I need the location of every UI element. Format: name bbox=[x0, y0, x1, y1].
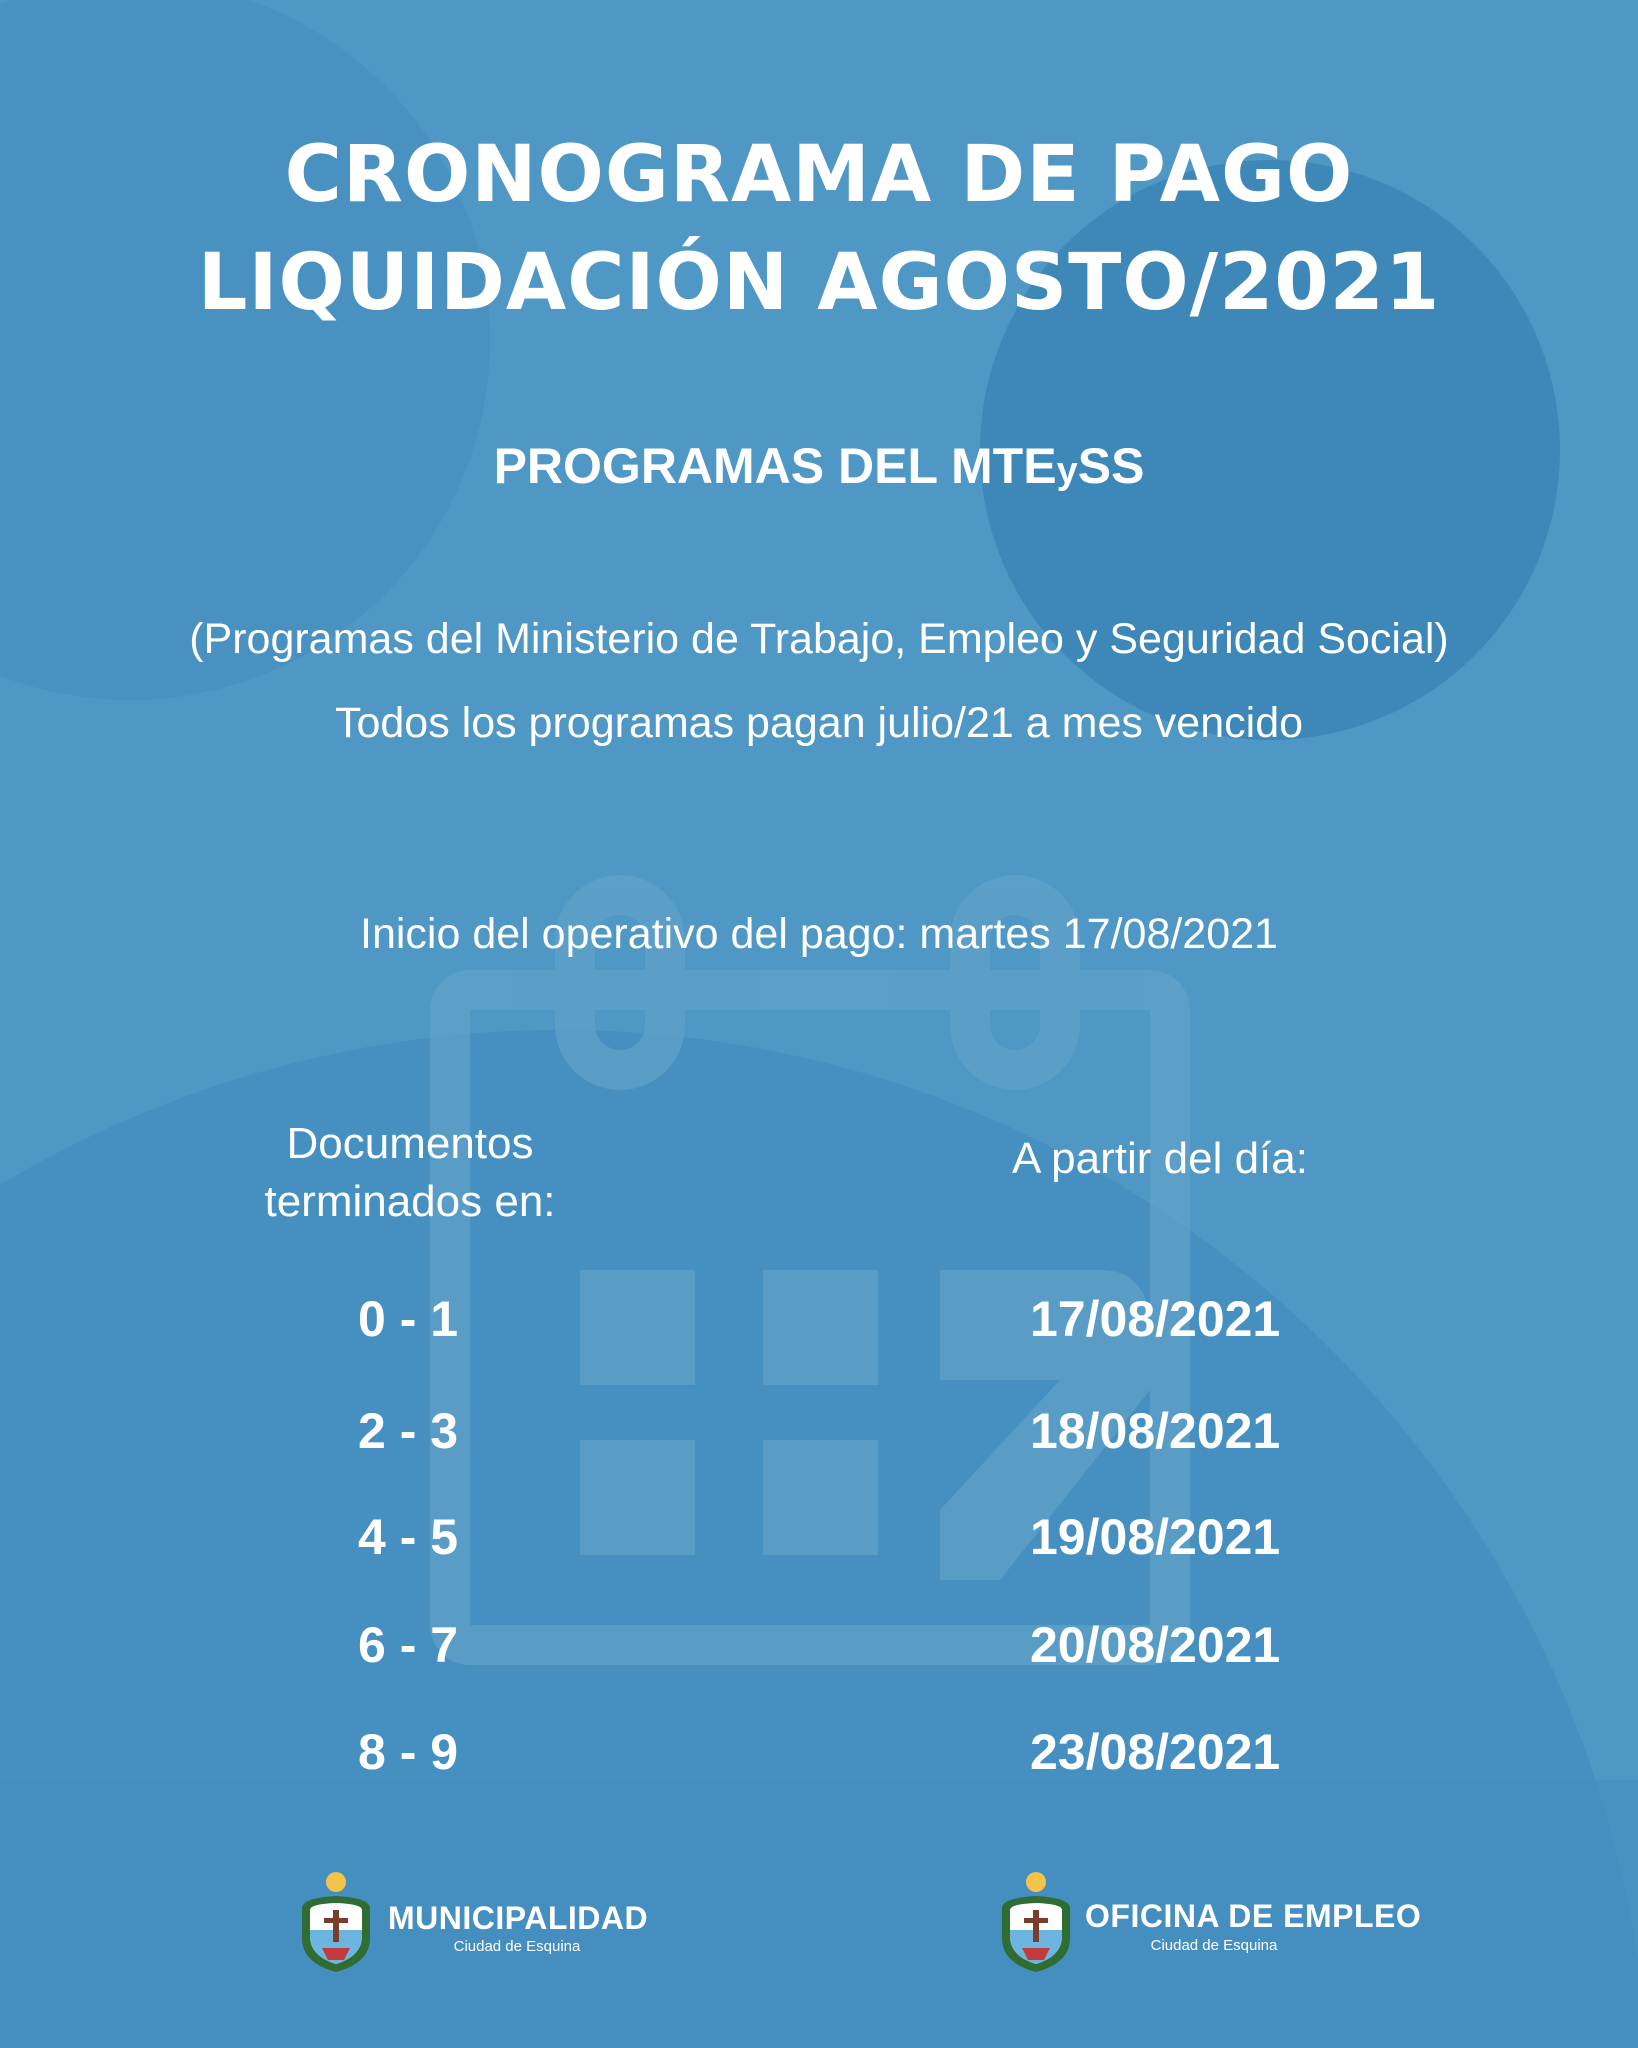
logo-name-oficina-de-empleo: OFICINA DE EMPLEO bbox=[1085, 1898, 1422, 1934]
table-row-date: 23/08/2021 bbox=[1030, 1724, 1281, 1780]
table-row-digits: 0 - 1 bbox=[358, 1291, 459, 1347]
table-row-date: 20/08/2021 bbox=[1030, 1617, 1281, 1673]
column-header-date: A partir del día: bbox=[1012, 1134, 1308, 1183]
subtitle: PROGRAMAS DEL MTEySS bbox=[493, 438, 1145, 494]
coat-of-arms-icon bbox=[292, 1868, 380, 1978]
title-line-2: LIQUIDACIÓN AGOSTO/2021 bbox=[197, 238, 1441, 328]
title-line-1: CRONOGRAMA DE PAGO bbox=[284, 130, 1354, 220]
start-date-text: Inicio del operativo del pago: martes 17/08/2021 bbox=[360, 910, 1278, 958]
coat-of-arms-icon bbox=[992, 1868, 1080, 1978]
table-row-digits: 8 - 9 bbox=[358, 1724, 459, 1780]
table-row-date: 17/08/2021 bbox=[1030, 1291, 1281, 1347]
table-row-digits: 2 - 3 bbox=[358, 1403, 459, 1459]
logo-name-municipalidad: MUNICIPALIDAD bbox=[388, 1900, 649, 1936]
table-row-date: 19/08/2021 bbox=[1030, 1509, 1281, 1565]
column-header-documents: Documentos terminados en: bbox=[264, 1119, 556, 1226]
note: Todos los programas pagan julio/21 a mes vencido bbox=[334, 699, 1304, 747]
logo-subtitle: Ciudad de Esquina bbox=[1150, 1937, 1278, 1954]
logo-subtitle: Ciudad de Esquina bbox=[453, 1938, 581, 1955]
table-row-date: 18/08/2021 bbox=[1030, 1403, 1281, 1459]
table-row-digits: 6 - 7 bbox=[358, 1617, 459, 1673]
description: (Programas del Ministerio de Trabajo, Empleo y Seguridad Social) bbox=[189, 615, 1449, 663]
table-row-digits: 4 - 5 bbox=[358, 1509, 459, 1565]
